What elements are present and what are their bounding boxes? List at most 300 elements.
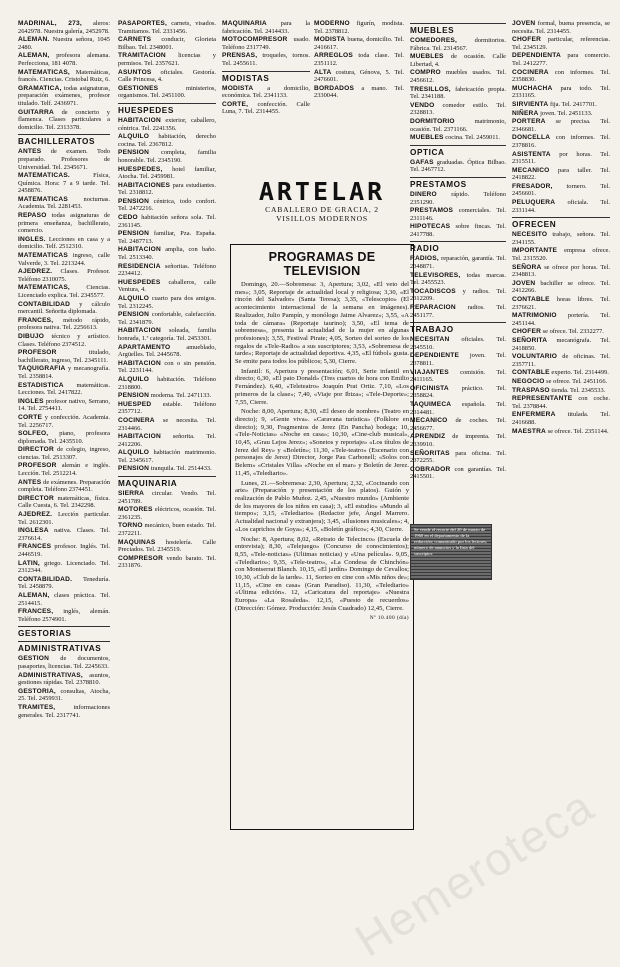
tv-programs-title: PROGRAMAS DE TELEVISION (268, 250, 376, 278)
classified-keyword: BORDADOS (314, 84, 355, 92)
classified-text: nativa. Clases. Tel. 2376614. (18, 527, 110, 542)
classified-ad (18, 382, 110, 397)
classified-text: todas asignaturas, preparación exámenes, profesor titulado. Telf. 2436971. (18, 84, 110, 107)
classified-ad (18, 36, 110, 51)
classified-ad (410, 159, 506, 174)
classified-keyword: RADIOS, (410, 255, 439, 263)
classified-text: bachiller se ofrece. Tel. 2412266. (512, 279, 610, 295)
classified-ad (18, 301, 110, 316)
tv-paragraph: Domingo, 20.—Sobremesa: 3, Apertura; 3,02, «El veto del mes»; 3,05, Reportaje de actualidad local y religiosa; 3,30, «El rincón del Salvador» (Santa Teresa); 3,35, «Telescopio» (El acontecimiento internacional de la semana en imágenes). Realizador, Julio Pampín, y monólogo Jaime Alvarez»; 3,55, «A toda de cámara» (Reportaje taurino); 3,50, «El tema de sobremesa», presenta la actualidad de la mujer en algunas profesiones); 3,55, Festival Pirate; 4,05, Sorteo del sorteo de los regalos de «Tele-Radio» a sus suscriptores; 3,53, «Sobremesa de tarde»; Reportaje de actualidad deportiva. 4,35, «El fútbol» gusta. Se emite para todos los públicos; 5,30, Cierre. (235, 281, 409, 366)
classified-text: para todo. Tel. 2331165. (512, 84, 610, 100)
classified-text: experto. Tel. 2314499. (551, 369, 609, 377)
classified-ad (118, 539, 216, 554)
section-heading: TRABAJO (410, 322, 506, 334)
classified-text: eléctricos, ocasión. Tel. 2361235. (118, 506, 216, 521)
classified-keyword: JOVEN (512, 279, 536, 287)
classified-ad (410, 401, 506, 416)
classified-text: a domicilio, económica. Tel. 2341133. (222, 84, 310, 100)
classified-ad (18, 398, 110, 413)
classified-text: de colegio, ingreso, ciencias. Tel. 2513307. (18, 446, 110, 461)
classified-keyword: MUEBLES (410, 53, 444, 61)
classified-keyword: ADMINISTRATIVAS, (18, 671, 83, 679)
classified-text: amueblado, Argüelles. Tel. 2445678. (118, 343, 216, 359)
classified-keyword: SEÑORA (512, 263, 542, 271)
classified-keyword: RESIDENCIA (118, 262, 161, 270)
classified-text: hotel familiar, Atocha. Tel. 2459981. (118, 165, 216, 181)
classified-text: habitación, derecho cocina. Tel. 2367812. (118, 133, 216, 148)
classified-keyword: LATIN, (18, 559, 40, 567)
classified-text: y cálculo mercantil. Señorita diplomada. (18, 300, 110, 316)
classified-keyword: PENSION (118, 392, 150, 400)
classified-keyword: MOTOCOMPRESOR (222, 36, 288, 44)
classified-keyword: ENFERMERA (512, 411, 556, 419)
classified-text: con o sin pensión. Tel. 2231144. (118, 359, 216, 375)
classified-ad (18, 236, 110, 251)
classified-text: figurín, modista. Tel. 2378812. (314, 20, 404, 35)
classified-ad (512, 337, 610, 352)
classified-text: completa, familia honorable. Tel. 2345190. (118, 149, 216, 164)
classified-keyword: GAFAS (410, 158, 434, 166)
classified-ad (18, 430, 110, 445)
classified-text: se precisa. Tel. 2346681. (512, 118, 610, 133)
classified-text: inglés, alemán. Teléfono 2574901. (18, 608, 110, 623)
classified-ad (512, 353, 610, 368)
classified-text: amplia, con baño. Tel. 2513340. (118, 246, 216, 262)
classified-keyword: MATEMATICAS. (18, 172, 70, 180)
classified-text: nocturnas. Academia. Tel. 2281453. (18, 195, 110, 211)
tv-footer: Nº 10.400 (día) (369, 614, 409, 621)
classified-ad (512, 378, 610, 386)
classified-ad (512, 36, 610, 51)
classified-ad (118, 555, 216, 570)
classified-keyword: SEÑORITAS (410, 449, 450, 457)
classified-keyword: HIPOTECAS (410, 223, 451, 231)
classified-text: vendo barato. Tel. 2331876. (118, 554, 216, 570)
classified-ad (512, 247, 610, 262)
classified-ad (222, 20, 310, 35)
classified-ad (314, 52, 404, 67)
classified-text: carnets, visados. Tramitamos. Tel. 2331456. (118, 20, 216, 35)
classified-text: habitación señora sola. Tel. 2361145. (118, 214, 216, 229)
classified-text: familiar, Pza. España. Tel. 2487713. (118, 230, 216, 245)
classified-ad (512, 85, 610, 100)
classified-text: conducir, Glorieta Bilbao. Tel. 2348001. (118, 36, 216, 51)
classified-keyword: MAQUINARIA (222, 20, 267, 27)
ad-address: CABALLERO DE GRACIA, 2 (265, 205, 379, 214)
classified-keyword: GUITARRA (18, 108, 54, 116)
classified-text: comedor estilo. Tel. 2328813. (410, 101, 506, 117)
classified-keyword: ALEMAN, (18, 591, 50, 599)
classified-text: habitación matrimonio. Tel. 2345617. (118, 449, 216, 464)
classified-keyword: ASUNTOS (118, 68, 152, 76)
classified-text: joven. Tel. 2451133. (540, 109, 593, 117)
classified-keyword: COMEDORES, (410, 37, 458, 44)
classified-keyword: GESTIONES (118, 84, 159, 92)
classified-ad (18, 333, 110, 348)
classified-ad (512, 151, 610, 166)
classified-text: piano, profesora diplomada. Tel. 2435510. (18, 430, 110, 445)
classified-keyword: DEPENDIENTE (410, 352, 460, 360)
classified-text: oficiala. Tel. 2331144. (512, 199, 610, 214)
classified-ad (18, 576, 110, 591)
classified-keyword: DORMITORIO (410, 117, 455, 125)
classified-ad (18, 414, 110, 429)
classified-ad (18, 479, 110, 494)
classified-keyword: SEÑORITA (512, 336, 548, 344)
classified-text: Lecciones en casa y a domicilio. Telf. 2512310. (18, 235, 110, 251)
classified-ad (18, 85, 110, 108)
classified-ad (18, 317, 110, 332)
classified-keyword: ALEMAN, (18, 52, 50, 60)
section-heading: ADMINISTRATIVAS (18, 641, 110, 653)
classified-text: para oficina. Tel. 2372255. (410, 449, 506, 465)
classified-keyword: FRESADOR, (512, 182, 553, 190)
classified-keyword: COMPRO (410, 69, 441, 77)
classified-keyword: PRENSAS, (222, 52, 258, 60)
classified-text: matemáticas. Lecciones. Tel. 2417822. (18, 381, 110, 397)
classified-text: titulado, bachillerato, ingreso, Tel. 2345111. (18, 349, 110, 364)
classified-ad (512, 199, 610, 214)
classified-ad (18, 20, 110, 35)
classified-text: todas marcas. Tel. 2455523. (410, 271, 506, 287)
classified-ad (410, 352, 506, 367)
classified-ad (18, 511, 110, 526)
classified-keyword: MATEMATICAS (18, 195, 68, 203)
classified-keyword: MAESTRA (512, 427, 547, 435)
classified-keyword: COCINERA (512, 68, 549, 76)
classified-text: mecanógrafa. Tel. 2418850. (512, 336, 610, 352)
classified-keyword: PENSION (118, 197, 150, 205)
classified-ad (410, 223, 506, 238)
classified-keyword: PRESTAMOS (410, 207, 454, 215)
section-heading: GESTORIAS (18, 626, 110, 638)
classified-text: para la fabricación. Tel. 2414433. (222, 20, 310, 35)
classified-keyword: PENSION (118, 230, 150, 238)
classified-ad (512, 101, 610, 109)
classified-text: Física, Química. Hora: 7 a 9 tarde. Tel. 2458876. (18, 172, 110, 195)
classified-keyword: NEGOCIO (512, 377, 545, 385)
classified-keyword: MATEMATICAS, (18, 284, 70, 292)
classified-keyword: CONTABILIDAD. (18, 575, 73, 583)
classified-keyword: AJEDREZ. (18, 268, 53, 276)
classified-ad (410, 433, 506, 448)
classified-keyword: TORNO (118, 522, 143, 530)
classified-ad (512, 280, 610, 295)
classified-keyword: APARTAMENTO (118, 343, 171, 351)
classified-ad (18, 672, 110, 687)
classified-ad (512, 312, 610, 327)
classified-text: para estudiantes. Tel. 2318812. (118, 181, 216, 197)
tv-paragraph: Noche: 8, Apertura; 8,02, «Retrato de Telecinco» (Escuela de entrevista); 8,30, «Telejuego» (Concurso de conocimientos); 8,55, «Tele-noticias» (Ultimas noticias) y «Una película». 9,05, «Telediario»; 9,35, «Tele-teatro», «La Condesa de Chinchón» con Montserrat Blanch. 10,15, «El jardín» Domingo de Cevallos; 10,30, «Club de la tarde». 11, Sorteo en cine con «Mis niños de»; 11,15, «Cine en casa» (Gran Paradiso). 11,30, «Telediario» «Última edición». 12, «Caricatura del reportaje» «Nuestra Europa» «La Rosaleda». 12,15, «Puesto de recuerdos» (Dirección: Gómez. Producción: Jesús Cuadrado) 12,45, Cierre. (235, 535, 409, 612)
classified-ad (512, 52, 610, 67)
classified-keyword: HUESPEDES (118, 278, 161, 286)
classified-ad (118, 465, 216, 473)
classified-text: fabricación propia. Tel. 2341188. (410, 85, 506, 101)
classified-keyword: MADRIÑAL, 273, (18, 20, 82, 27)
classified-text: se ofrece. Tel. 2451166. (546, 377, 608, 385)
classified-text: cocina. Tel. 2459011. (445, 134, 500, 142)
classified-keyword: MODERNO (314, 20, 350, 27)
classified-ad (512, 369, 610, 377)
classified-text: exterior, caballero, céntrica. Tel. 2241356. (118, 116, 216, 132)
classified-ad (118, 198, 216, 213)
classified-keyword: HABITACION (118, 433, 161, 441)
classified-ad (512, 264, 610, 279)
classified-ad (410, 272, 506, 287)
classified-ad (512, 183, 610, 198)
classified-ad (410, 385, 506, 400)
classified-keyword: DEPENDIENTA (512, 52, 561, 60)
section-heading: MODISTAS (222, 71, 310, 83)
classified-ad (118, 344, 216, 359)
classified-ad (512, 328, 610, 336)
classified-keyword: HABITACION (118, 246, 161, 254)
classified-ad (18, 148, 110, 171)
classified-keyword: ALTA (314, 68, 332, 76)
classified-keyword: PORTERA (512, 118, 546, 126)
classified-ad (18, 284, 110, 299)
classified-keyword: HABITACIONES (118, 181, 171, 189)
classified-text: joven. Tel. 2378811. (410, 352, 506, 367)
classified-keyword: ARREGLOS (314, 52, 353, 60)
classified-text: por horas. Tel. 2315511. (512, 150, 610, 166)
column-1 (18, 20, 110, 832)
classified-keyword: IMPORTANTE (512, 247, 558, 255)
tv-paragraph: Infantil: 6, Apertura y presentación; 6,01, Serie infantil en directo; 6,30, «El pato Donald» (Tres cuartos de hora con Emilio Fernández). 6,40, «Teleteatro» Joaquín Prat Ortiz. 7,10, «Los primeros de la clase»; 7,40, «Viaje por Ibiza»; «Tele-Deporte»; 7,55, Cierre. (235, 367, 409, 406)
classified-ad (118, 417, 216, 432)
classified-text: particular, referencias. Tel. 2345129. (512, 36, 610, 51)
classified-keyword: ALQUILO (118, 133, 150, 141)
classified-text: troqueles, tornos. Tel. 2455611. (222, 52, 310, 67)
classified-keyword: VENDO (410, 101, 435, 109)
classified-text: soleada, familia honrada, 1.ª categoría. Tel. 2453301. (118, 327, 216, 342)
classified-ad (118, 392, 216, 400)
column-6 (512, 20, 610, 832)
classified-text: se necesita. Tel. 2314466. (118, 416, 216, 432)
classified-text: técnico y artístico. Clases. Teléfono 2374512. (18, 332, 110, 348)
classified-ad (118, 230, 216, 245)
classified-keyword: TRESILLOS, (410, 85, 451, 93)
classified-text: griego. Licenciado. Tel. 2312344. (18, 559, 110, 575)
classified-keyword: MAQUINAS (118, 538, 156, 546)
classified-text: caballeros, calle Ventura, 4. (118, 278, 216, 294)
classified-keyword: FRANCES, (18, 316, 54, 324)
classified-ad (118, 522, 216, 537)
classified-text: de documentos, pasaportes, licencias. Tel. 2245633. (18, 655, 110, 670)
classified-ad (18, 543, 110, 558)
classified-keyword: HABITACION (118, 327, 161, 335)
classified-text: ingreso, calle Valverde, 3. Tel. 2213244. (18, 252, 110, 267)
classified-text: horas libres. Tel. 2376621. (512, 296, 610, 311)
classified-keyword: TAQUIGRAFIA (18, 365, 66, 373)
classified-text: moderna. Tel. 2471133. (150, 392, 212, 400)
classified-text: radios. Tel. 2451177. (410, 304, 506, 319)
classified-keyword: MODISTA (222, 84, 254, 92)
classified-keyword: MATEMATICAS (18, 252, 68, 260)
classified-keyword: HABITACION (118, 116, 161, 124)
classified-keyword: ANTES (18, 148, 42, 156)
classified-ad (118, 506, 216, 521)
classified-keyword: DONCELLA (512, 134, 551, 142)
classified-text: se ofrece por horas. Tel. 2348813. (512, 263, 610, 279)
classified-ad (512, 395, 610, 410)
classified-keyword: PENSION (118, 311, 150, 319)
classified-text: mecánico, buen estado. Tel. 2372211. (118, 522, 216, 538)
classified-keyword: PROFESOR (18, 349, 57, 357)
classified-text: con coche. Tel. 2378844. (512, 395, 610, 410)
classified-ad (410, 191, 506, 206)
section-heading: PRESTAMOS (410, 177, 506, 189)
classified-keyword: HABITACION (118, 359, 161, 367)
classified-text: circular. Vendo. Tel. 2451789. (118, 490, 216, 505)
classified-ad (118, 20, 216, 35)
classified-ad (410, 134, 506, 142)
classified-keyword: REPASO (18, 212, 47, 220)
classified-text: con informes. Tel. 2378816. (512, 134, 610, 149)
classified-ad (118, 433, 216, 448)
classified-keyword: CONTABILIDAD (18, 300, 71, 308)
classified-ad (118, 133, 216, 148)
classified-text: Teneduría. Tel. 2458879. (18, 575, 110, 591)
classified-text: comisión. Tel. 2411165. (410, 368, 506, 384)
classified-keyword: TOCADISCOS (410, 287, 456, 295)
classified-text: para taller. Tel. 2418822. (512, 166, 610, 182)
classified-text: para comercio. Tel. 2412277. (512, 52, 610, 67)
classified-ad (118, 327, 216, 342)
classified-text: toda clase. Tel. 2351112. (314, 52, 404, 67)
classified-text: española. Tel. 2314481. (410, 400, 506, 416)
classified-keyword: MECANICO (512, 166, 550, 174)
classified-keyword: NIÑERA (512, 109, 539, 117)
classified-ad (512, 167, 610, 182)
classified-keyword: INGLES. (18, 235, 46, 243)
classified-ad (18, 608, 110, 623)
classified-ad (18, 349, 110, 364)
classified-text: de exámenes. Preparación completa. Teléfono 2374451. (18, 478, 110, 494)
classified-text: y radios. Tel. 2312209. (410, 287, 506, 303)
classified-text: céntrica, todo confort. Tel. 2472216. (118, 197, 216, 213)
classified-keyword: FRANCES (18, 543, 52, 551)
classified-ad (410, 369, 506, 384)
classified-ad (410, 69, 506, 84)
classified-ad (18, 704, 110, 719)
classified-keyword: PASAPORTES, (118, 20, 167, 27)
section-heading: BACHILLERATOS (18, 134, 110, 146)
classified-text: fija. Tel. 2417701. (549, 100, 597, 108)
classified-text: de imprenta. Tel. 2339910. (410, 433, 506, 448)
classified-text: habitación. Teléfono 2318800. (118, 375, 216, 391)
classified-text: rápido. Teléfono 2351290. (410, 190, 506, 206)
classified-keyword: JOVEN (512, 20, 536, 27)
classified-keyword: TRASPASO (512, 386, 550, 394)
classified-text: estable. Teléfono 2357712. (118, 400, 216, 416)
classified-ad (118, 295, 216, 310)
classified-text: clases práctica. Tel. 2514415. (18, 591, 110, 607)
tv-paragraph: Noche: 8,00, Apertura; 8,30, «El deseo de nombre» (Teatro en directo); 9, «Gente viva». «Caravana turística» (Folklore en directo); 9,30, Fragmentos de Jerez (En Pancha) bodega; 10, «Tele-Noticias» «Noche en casa»; 10,30, «Cine-club musical», 10,45, «Grau Lejos Jerez»; «Sonetos y reportaje» «Los títulos de Jerez del Rey» y «Boletín»; 11,30, «Tele-teatro» (Escenario con personajes de Jerez) Director, Jorge Pau Carbonell; «Solos con Belem» «Cristales Villa» «Noche en el mar» y Boletín de Jerez. 11,45, «Telediario». (235, 408, 409, 477)
classified-keyword: HUESPEDES, (118, 165, 163, 173)
classified-text: confortable, calefacción. Tel. 2341879. (118, 311, 216, 326)
classified-ad (18, 172, 110, 195)
classified-ad (18, 592, 110, 607)
classified-ad (410, 304, 506, 319)
classified-ad (118, 311, 216, 326)
section-heading: OPTICA (410, 145, 506, 157)
classified-keyword: NECESITAN (410, 336, 450, 344)
classified-ad (410, 336, 506, 351)
classified-text: oficiales. Gestoría. Calle Princesa, 4. (118, 68, 216, 84)
classified-keyword: MATEMATICAS, (18, 68, 70, 76)
classified-text: tienda. Tel. 2345533. (551, 386, 606, 394)
classified-ad (314, 36, 404, 51)
classified-text: de ocasión. Calle Libertad, 4. (410, 53, 506, 68)
classified-ad (18, 109, 110, 132)
classified-keyword: DIRECTOR (18, 494, 54, 502)
tv-programs-box (230, 244, 414, 830)
classified-text: muebles usados. Tel. 2456612. (410, 69, 506, 84)
column-2 (118, 20, 216, 832)
classified-text: ministerios, organismos. Tel. 2451100. (118, 84, 216, 100)
classified-keyword: TAQUIMECA (410, 400, 452, 408)
classified-keyword: NECESITO (512, 231, 548, 239)
classified-text: con informes. Tel. 2358830. (512, 68, 610, 84)
classified-keyword: MUEBLES (410, 134, 444, 142)
classified-text: matrimonio, ocasión. Tel. 2371166. (410, 117, 506, 133)
classified-keyword: PELUQUERA (512, 199, 556, 207)
classified-ad (118, 52, 216, 67)
classified-keyword: ALQUILO (118, 449, 150, 457)
classified-text: Lección particular. Tel. 2612301. (18, 511, 110, 526)
classified-keyword: HUESPED (118, 400, 152, 408)
column-3 (222, 20, 310, 148)
ad-tagline: VISILLOS MODERNOS (276, 214, 368, 223)
classified-ad (118, 69, 216, 84)
section-heading: MAQUINARIA (118, 476, 216, 488)
classified-text: profesora alemana. Perfecciona, 181 4078. (18, 52, 110, 67)
classified-keyword: TELEVISORES, (410, 271, 461, 279)
classified-text: Ciencias. Licenciado explica. Tel. 2345577. (18, 284, 110, 299)
section-heading: HUESPEDES (118, 103, 216, 115)
classified-ad (18, 69, 110, 84)
classified-ad (512, 231, 610, 246)
classified-text: con garantías. Tel. 2415501. (410, 465, 506, 481)
classified-ad (118, 117, 216, 132)
column-5 (410, 20, 506, 832)
classified-keyword: ALEMAN. (18, 36, 50, 44)
classified-ad (18, 446, 110, 461)
classified-ad (18, 527, 110, 542)
classified-ad (314, 69, 404, 84)
classified-keyword: MECANICO (410, 417, 448, 425)
classified-keyword: CHOFER (512, 328, 542, 336)
classified-ad (314, 85, 404, 100)
classified-ad (118, 85, 216, 100)
classified-keyword: MUCHACHA (512, 84, 553, 92)
classified-text: confección. Calle Luna, 7. Tel. 2314455. (222, 100, 310, 116)
classified-keyword: FRANCES, (18, 608, 54, 616)
classified-keyword: CONTABLE (512, 369, 550, 377)
classified-text: hostelería. Calle Preciados. Tel. 2345519. (118, 538, 216, 554)
classified-keyword: DIBUJO (18, 332, 45, 340)
classified-keyword: COCINERA (118, 416, 155, 424)
newspaper-page (18, 20, 610, 967)
classified-text: licencias y permisos. Tel. 2357621. (118, 52, 216, 67)
classified-ad (18, 52, 110, 67)
classified-keyword: SIERRA (118, 490, 145, 498)
classified-ad (512, 428, 610, 436)
tv-paragraph: Lunes, 21.—Sobremesa: 2,30, Apertura; 2,32, «Cocinando con arte» (Preparación y presentación de los platos). Guión y realización de Pablo Muñoz. 2,45, «Nuestro mundo» (Ambiente de los mayores de los niños en casa); 3, «El estudio» «Mundo al tiempo»; 3,15, «Telediario» (Redactor jefe, Ángel Marrero. Actualidad nacional y extranjera); 3,45, «Ilusiones musicales»; 4, «Los caprichos de Goya»; 4,15, «Boletín gráfico»; 4,30, Cierre. (235, 479, 409, 533)
classified-text: Clases. Profesor. Teléfono 2310075. (18, 268, 110, 283)
classified-keyword: COMPRESOR (118, 554, 164, 562)
